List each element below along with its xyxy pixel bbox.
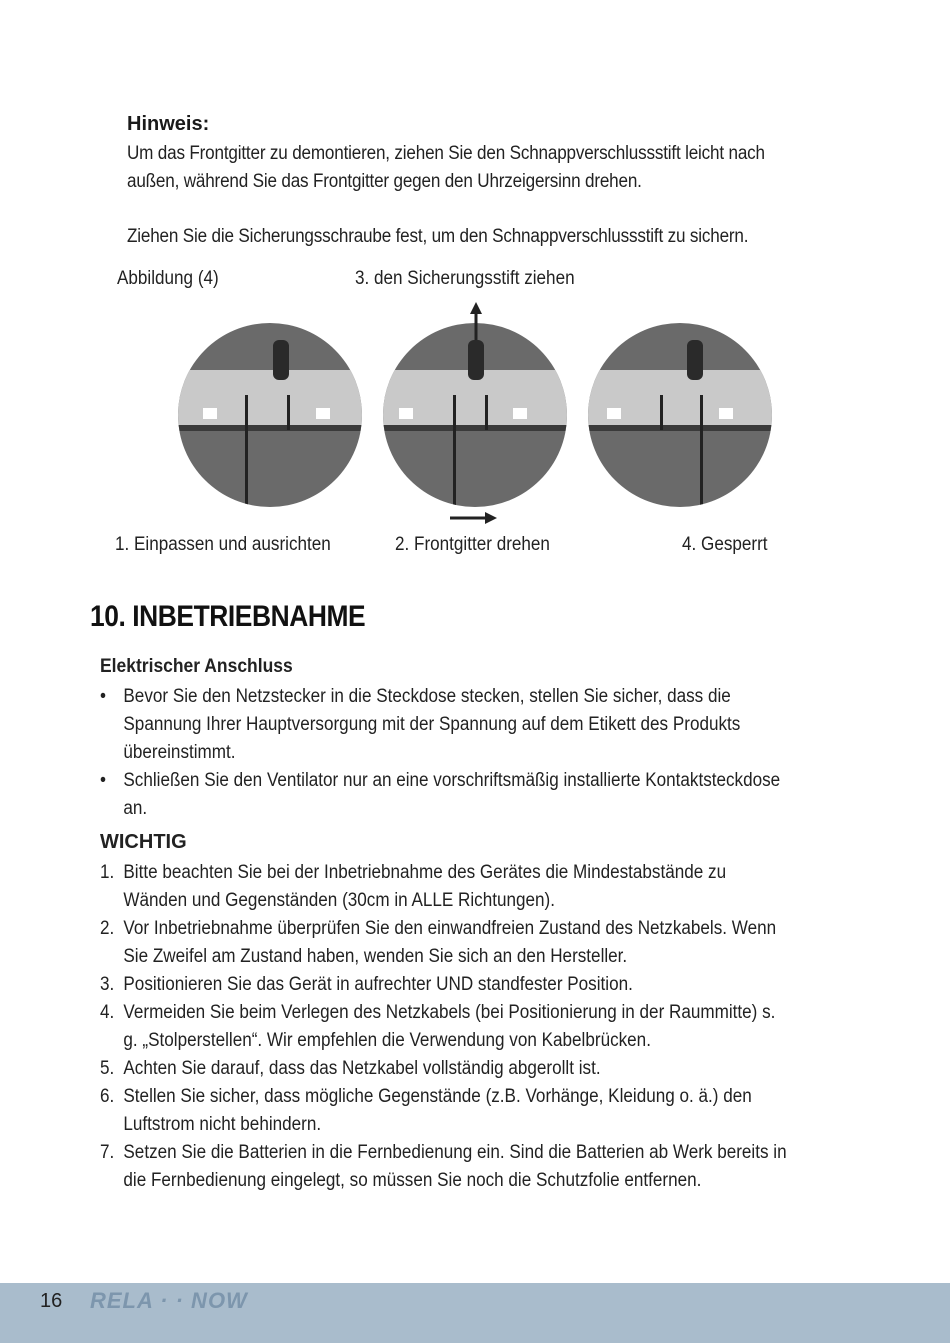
list-item (100, 1139, 789, 1195)
brand-logo: RELA · · NOW (90, 1288, 248, 1313)
list-item (100, 1055, 789, 1083)
figure-step3-label: 3. den Sicherungsstift ziehen (355, 268, 575, 289)
page-number: 16 (40, 1290, 63, 1312)
item-number: 5. (100, 1058, 115, 1079)
rotate-right-arrow-icon (450, 512, 497, 524)
bullet-text: Schließen Sie den Ventilator nur an eine vorschriftsmäßig installierte Kontaktsteckdose an. (123, 770, 781, 819)
bullet-symbol: • (100, 770, 106, 791)
caption-step1: 1. Einpassen und ausrichten (115, 534, 331, 555)
figure-grille-lock (175, 300, 775, 530)
important-list (100, 859, 789, 1195)
list-item (100, 915, 789, 971)
item-text: Bitte beachten Sie bei der Inbetriebnahme des Gerätes die Mindestabstände zu Wänden und Gegenständen (30cm in ALLE Richtungen). (123, 862, 727, 911)
electrical-bullets (100, 683, 784, 823)
note-title: Hinweis: (127, 113, 210, 135)
list-item (100, 859, 789, 915)
note-text-secure: Ziehen Sie die Sicherungsschraube fest, um den Schnappverschlussstift zu sichern. (127, 226, 749, 247)
bullet-symbol: • (100, 686, 106, 707)
item-text: Stellen Sie sicher, dass mögliche Gegenstände (z.B. Vorhänge, Kleidung o. ä.) den Luftstrom nicht behindern. (123, 1086, 752, 1135)
bullet-text: Bevor Sie den Netzstecker in die Steckdose stecken, stellen Sie sicher, dass die Spannung Ihrer Hauptversorgung mit der Spannung auf dem Etikett des Produkts übereinstimmt. (123, 686, 741, 763)
important-title: WICHTIG (100, 831, 187, 853)
item-number: 3. (100, 974, 115, 995)
step1-image (175, 300, 375, 530)
list-item (100, 683, 784, 767)
list-item (100, 999, 789, 1055)
item-text: Setzen Sie die Batterien in die Fernbedienung ein. Sind die Batterien ab Werk bereits in die Fernbedienung eingelegt, so müssen Sie noch die Schutzfolie entfernen. (123, 1142, 787, 1191)
item-number: 6. (100, 1086, 115, 1107)
subsection-title: Elektrischer Anschluss (100, 656, 293, 677)
item-number: 4. (100, 1002, 115, 1023)
caption-step2: 2. Frontgitter drehen (395, 534, 550, 555)
figure-label: Abbildung (4) (117, 268, 219, 289)
item-text: Positionieren Sie das Gerät in aufrechter UND standfester Position. (123, 974, 633, 995)
item-text: Vermeiden Sie beim Verlegen des Netzkabels (bei Positionierung in der Raummitte) s. g. „Stolperstellen“. Wir empfehlen die Verwendung von Kabelbrücken. (123, 1002, 776, 1051)
step4-image (575, 300, 775, 530)
note-text: Um das Frontgitter zu demontieren, ziehen Sie den Schnappverschlussstift leicht nach außen, während Sie das Frontgitter gegen den Uhrzeigersinn drehen. (127, 143, 765, 192)
list-item (100, 767, 784, 823)
list-item (100, 971, 789, 999)
item-number: 7. (100, 1142, 115, 1163)
item-number: 1. (100, 862, 115, 883)
caption-step4: 4. Gesperrt (682, 534, 768, 555)
item-text: Vor Inbetriebnahme überprüfen Sie den einwandfreien Zustand des Netzkabels. Wenn Sie Zweifel am Zustand haben, wenden Sie sich an den Hersteller. (123, 918, 777, 967)
list-item (100, 1083, 789, 1139)
item-number: 2. (100, 918, 115, 939)
section-title: 10. INBETRIEBNAHME (90, 600, 366, 633)
item-text: Achten Sie darauf, dass das Netzkabel vollständig abgerollt ist. (123, 1058, 601, 1079)
